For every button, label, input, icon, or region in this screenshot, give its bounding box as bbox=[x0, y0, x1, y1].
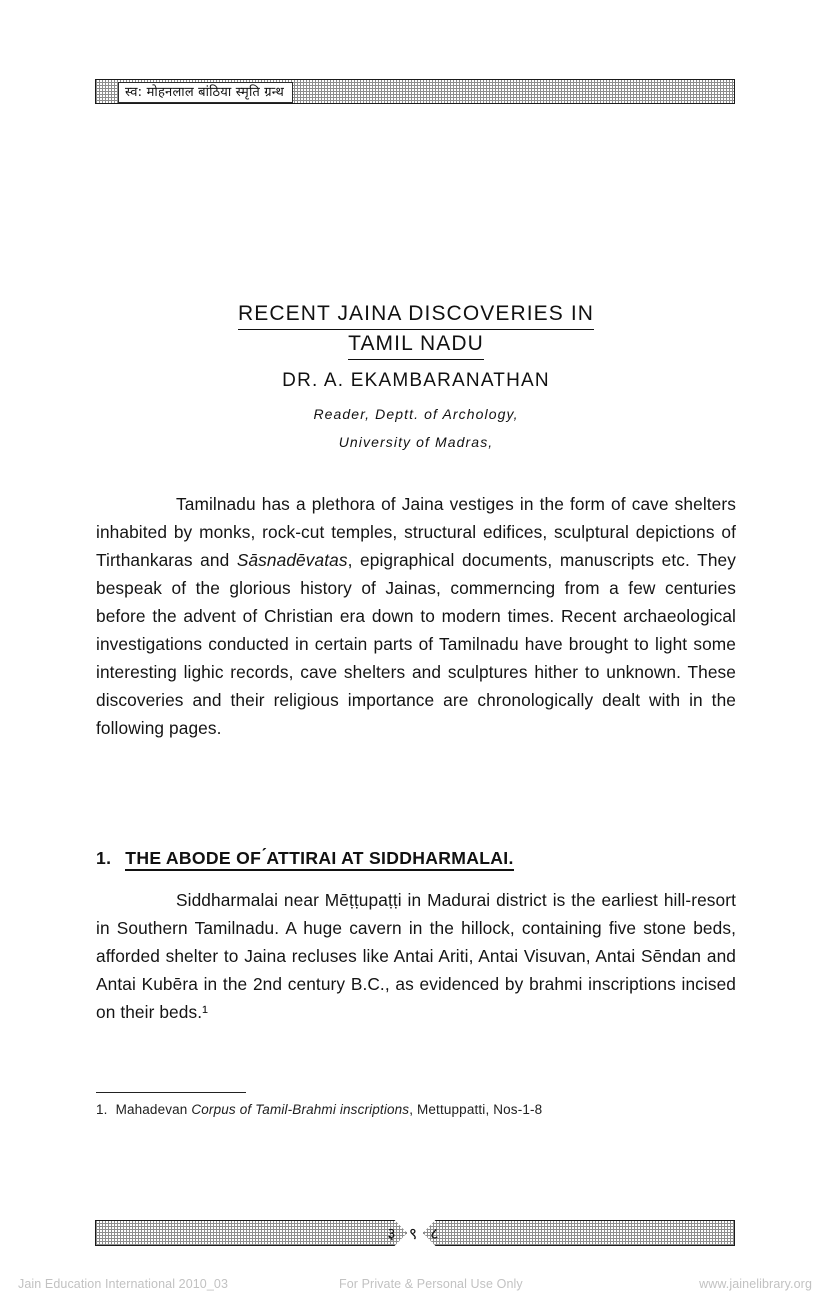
footnote-author: Mahadevan bbox=[115, 1102, 192, 1117]
footer-ornament-band bbox=[95, 1220, 735, 1246]
library-footer-url[interactable]: www.jainelibrary.org bbox=[699, 1277, 812, 1291]
footnote-reference-detail: , Mettuppatti, Nos-1-8 bbox=[409, 1102, 543, 1117]
library-footer-center: For Private & Personal Use Only bbox=[339, 1277, 523, 1291]
section-heading-text: THE ABODE OF ́ATTIRAI AT SIDDHARMALAI. bbox=[125, 848, 513, 871]
author-affiliation-line-2: University of Madras, bbox=[338, 434, 494, 450]
author-name: DR. A. EKAMBARANATHAN bbox=[282, 370, 550, 391]
body-paragraph-2: Siddharmalai near Mēṭṭupaṭṭi in Madurai district is the earliest hill-resort in Southern Tamilnadu. A huge cavern in the hillock, containing five stone beds, afforded shelter to Jaina recluses like Antai Ariti, Antai Visuvan, Antai Sēndan and Antai Kubēra in the 2nd century B.C., as evidenced by brahmi inscriptions incised on their beds.¹ bbox=[96, 890, 736, 1022]
header-title-box bbox=[118, 82, 293, 103]
section-heading-1 bbox=[96, 846, 736, 870]
paragraph-1-italic-term: Sāsnadēvatas bbox=[236, 550, 348, 570]
paragraph-1-text-part-2: , epigraphical documents, manuscripts etc. They bespeak of the glorious history of Jainas, commerncing from a few centuries before the advent of Christian era down to modern times. Recent archaeological investigations conducted in certain parts of Tamilnadu have brought to light some interesting lighic records, cave shelters and sculptures hither to unknown. These discoveries and their religious importance are chronologically dealt with in the following pages. bbox=[96, 550, 736, 738]
footnote-number: 1. bbox=[96, 1102, 108, 1117]
header-series-title: स्व: मोहनलाल बांठिया स्मृति ग्रन्थ bbox=[125, 85, 284, 100]
author-affiliation-line-1: Reader, Deptt. of Archology, bbox=[313, 406, 519, 422]
page-title-line-1: RECENT JAINA DISCOVERIES IN bbox=[238, 300, 594, 330]
page-title-line-2: TAMIL NADU bbox=[348, 330, 484, 360]
library-footer-left: Jain Education International 2010_03 bbox=[18, 1277, 229, 1291]
footnote-work-title: Corpus of Tamil-Brahmi inscriptions bbox=[191, 1102, 410, 1117]
body-paragraph-1 bbox=[96, 490, 736, 742]
footnote-1 bbox=[96, 1100, 736, 1120]
page-title bbox=[96, 300, 736, 360]
footnote-separator-rule bbox=[96, 1092, 246, 1093]
section-number: 1. bbox=[96, 848, 112, 868]
page-number: ३ ९ ८ bbox=[387, 1224, 443, 1243]
paragraph-1-text-part-1: Tamilnadu has a plethora of Jaina vestiges in the form of cave shelters inhabited by monks, rock-cut temples, structural edifices, sculptural depictions of Tirthankaras and bbox=[96, 494, 736, 570]
header-ornament-band bbox=[95, 79, 735, 104]
